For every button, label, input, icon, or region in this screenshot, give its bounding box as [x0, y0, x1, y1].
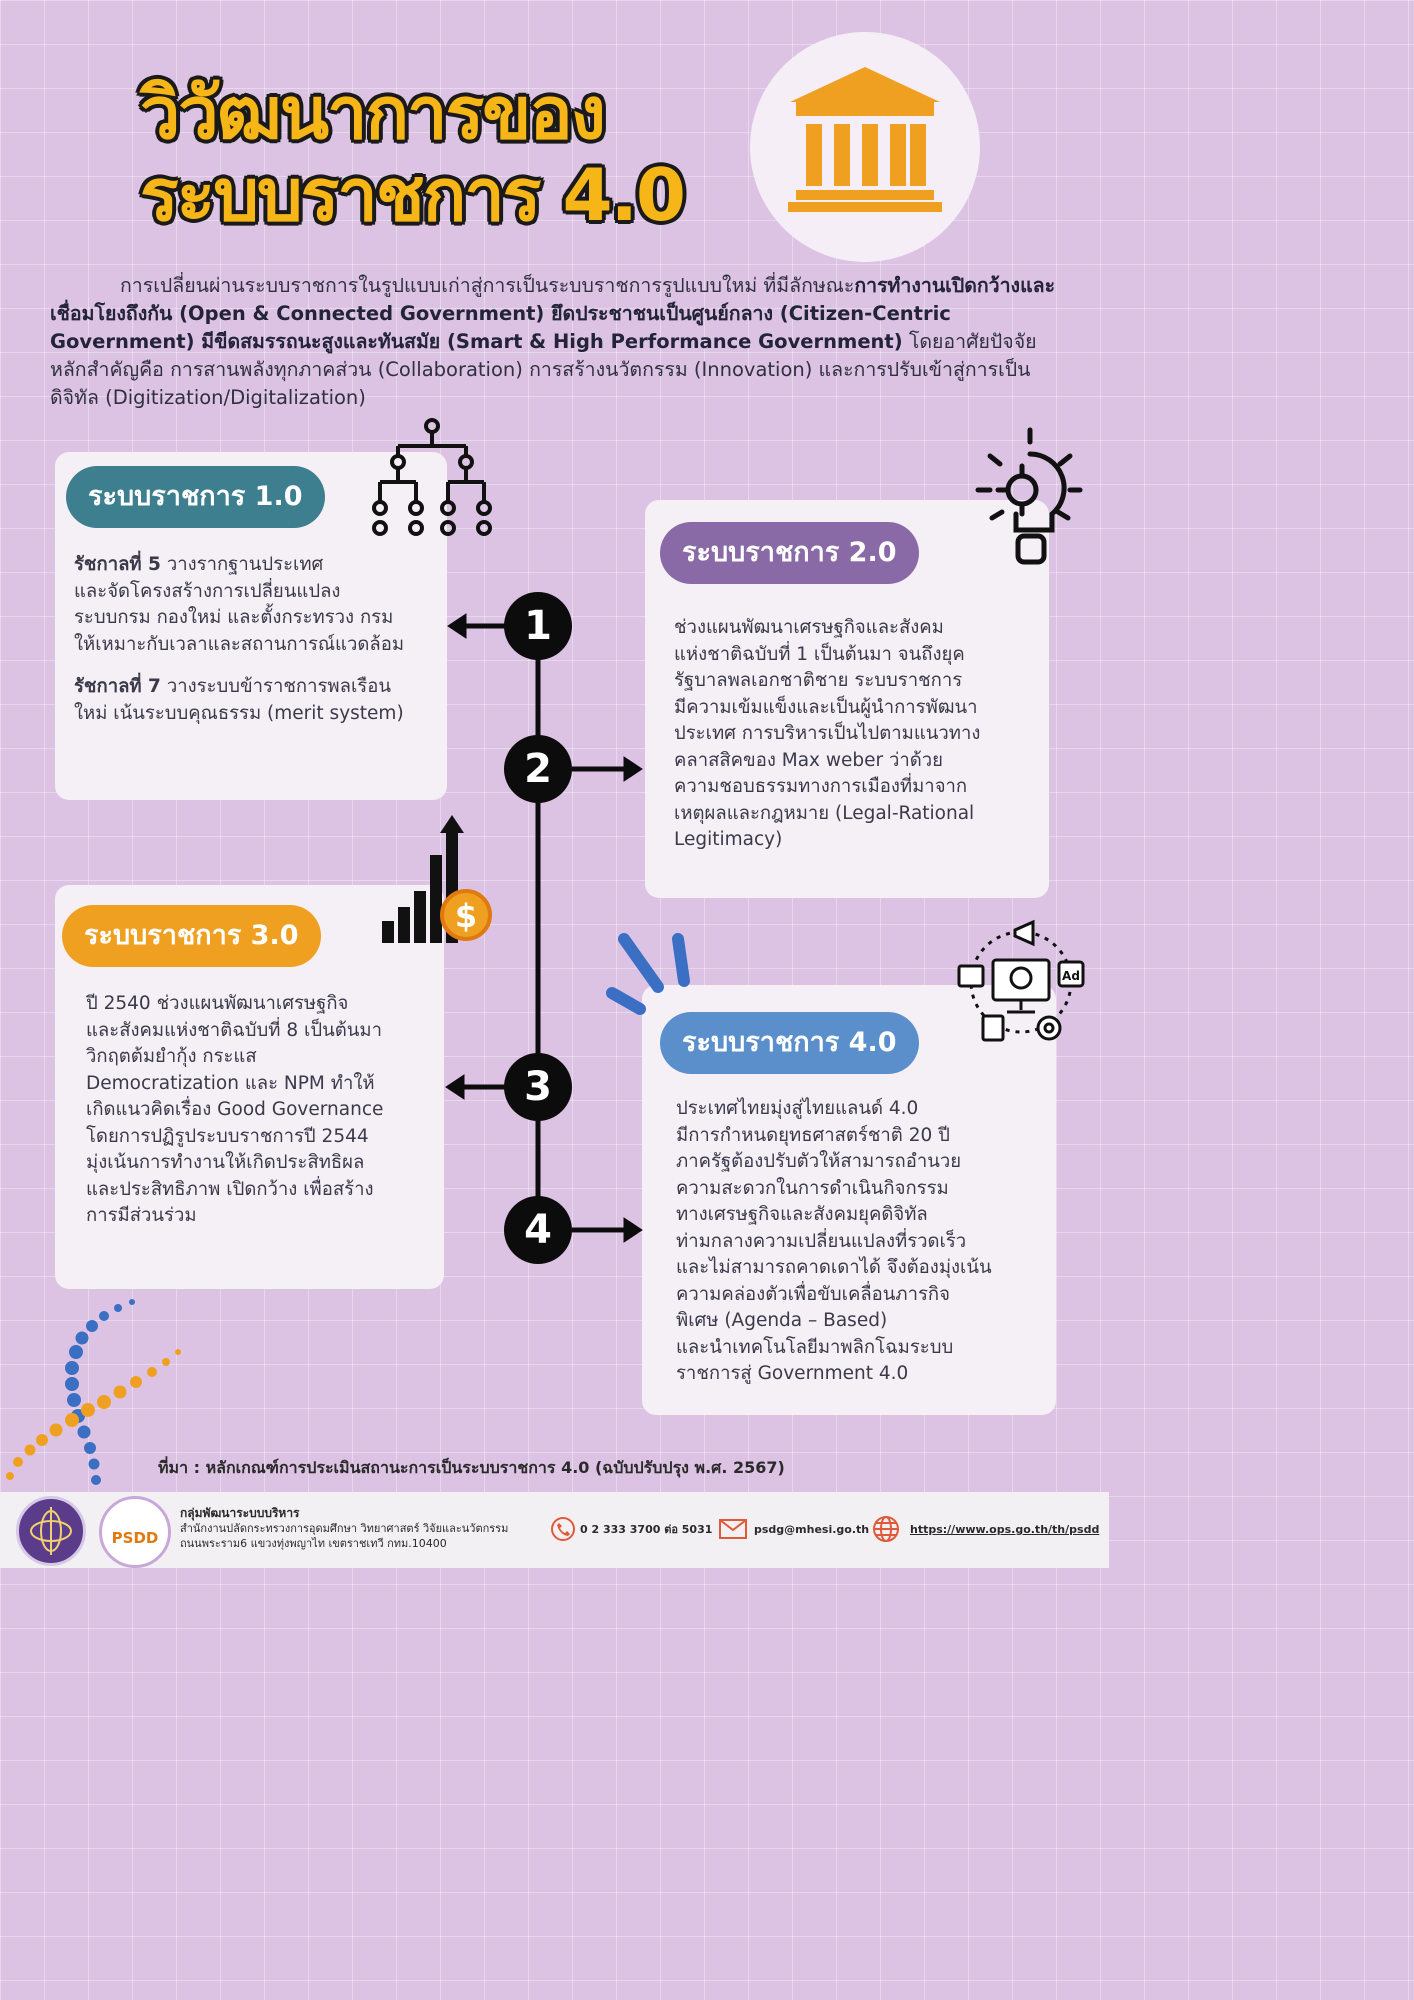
footer-email[interactable]: psdg@mhesi.go.th [754, 1523, 870, 1536]
card-3-text: ปี 2540 ช่วงแผนพัฒนาเศรษฐกิจ และสังคมแห่งชาติฉบับที่ 8 เป็นต้นมา วิกฤตต้มยำกุ้ง กระแส Democratization และ NPM ทำให้ เกิดแนวคิดเรื่อง Good Governance โดยการปฏิรูประบบราชการปี 2544 มุ่งเน้นการทำงานให้เกิดประสิทธิผล และประสิทธิภาพ เปิดกว้าง เพื่อสร้าง การมีส่วนร่วม [86, 993, 384, 1226]
card-1-bold-2: รัชกาลที่ 7 [74, 676, 161, 697]
svg-text:Ad: Ad [1062, 969, 1080, 983]
footer-org-sub: สำนักงานปลัดกระทรวงการอุดมศึกษา วิทยาศาสตร์ วิจัยและนวัตกรรม [180, 1522, 509, 1535]
step-number-3: 3 [504, 1053, 572, 1121]
card-1-text-2: วางระบบข้าราชการพลเรือน ใหม่ เน้นระบบคุณธรรม (merit system) [74, 676, 404, 724]
digital-marketing-icon [955, 918, 1087, 1046]
arrow-1 [448, 614, 505, 638]
title-line-1: วิวัฒนาการของ [140, 71, 604, 155]
svg-text:$: $ [454, 897, 478, 935]
org-chart-icon [368, 416, 498, 540]
card-1-text-1: วางรากฐานประเทศ และจัดโครงสร้างการเปลี่ยนแปลง ระบบกรม กองใหม่ และตั้งกระทรวง กรม ให้เหมาะกับเวลาและสถานการณ์แวดล้อม [74, 554, 405, 655]
growth-chart-coin-icon [380, 815, 495, 945]
title-line-2: ระบบราชการ 4.0 [140, 153, 685, 237]
footer-org-name: กลุ่มพัฒนาระบบบริหาร [180, 1506, 300, 1520]
card-1-bold-1: รัชกาลที่ 5 [74, 554, 161, 575]
phone-icon [550, 1516, 576, 1542]
footer-address: ถนนพระราม6 แขวงทุ่งพญาไท เขตราชเทวี กทม.10400 [180, 1537, 447, 1550]
intro-text-2: โดยอาศัยปัจจัยหลักสำคัญคือ การสานพลังทุกภาคส่วน (Collaboration) การสร้างนวัตกรรม (Innovation) และการปรับเข้าสู่การเป็นดิจิทัล (Digitization/Digitalization) [50, 330, 1037, 409]
intro-bold: การทำงานเปิดกว้างและเชื่อมโยงถึงกัน (Open & Connected Government) ยึดประชาชนเป็นศูนย์กลาง (Citizen-Centric Government) มีขีดสมรรถนะสูงและทันสมัย (Smart & High Performance Government) [50, 274, 1056, 353]
mail-icon [718, 1518, 748, 1540]
arrow-3 [446, 1075, 505, 1099]
decorative-burst-icon [600, 925, 700, 1025]
lightbulb-gear-icon [972, 426, 1084, 572]
step-number-1: 1 [504, 592, 572, 660]
ministry-emblem-icon [19, 1499, 83, 1563]
arrow-4 [572, 1218, 642, 1242]
psdd-logo [99, 1496, 171, 1568]
intro-text-1: การเปลี่ยนผ่านระบบราชการในรูปแบบเก่าสู่การเป็นระบบราชการรูปแบบใหม่ ที่มีลักษณะ [120, 274, 855, 297]
step-number-2: 2 [504, 735, 572, 803]
globe-icon [872, 1515, 900, 1543]
pill-gov-4: ระบบราชการ 4.0 [660, 1012, 919, 1074]
psdd-logo-text: PSDD [111, 1529, 159, 1547]
pill-gov-2: ระบบราชการ 2.0 [660, 522, 919, 584]
footer-org [180, 1506, 550, 1551]
pill-gov-3: ระบบราชการ 3.0 [62, 905, 321, 967]
arrow-2 [572, 757, 642, 781]
card-4-text: ประเทศไทยมุ่งสู่ไทยแลนด์ 4.0 มีการกำหนดยุทธศาสตร์ชาติ 20 ปี ภาครัฐต้องปรับตัวให้สามารถอำนวย ความสะดวกในการดำเนินกิจกรรม ทางเศรษฐกิจและสังคมยุคดิจิทัล ท่ามกลางความเปลี่ยนแปลงที่รวดเร็ว และไม่สามารถคาดเดาได้ จึงต้องมุ่งเน้น ความคล่องตัวเพื่อขับเคลื่อนภารกิจ พิเศษ (Agenda – Based) และนำเทคโนโลยีมาพลิกโฉมระบบ ราชการสู่ Government 4.0 [676, 1098, 992, 1384]
footer-phone[interactable]: 0 2 333 3700 ต่อ 5031 [580, 1523, 713, 1536]
footer-website[interactable]: https://www.ops.go.th/th/psdd [910, 1523, 1100, 1536]
pill-gov-1: ระบบราชการ 1.0 [66, 466, 325, 528]
card-2-text: ช่วงแผนพัฒนาเศรษฐกิจและสังคม แห่งชาติฉบับที่ 1 เป็นต้นมา จนถึงยุค รัฐบาลพลเอกชาติชาย ระบบราชการ มีความเข้มแข็งและเป็นผู้นำการพัฒนา ประเทศ การบริหารเป็นไปตามแนวทาง คลาสสิคของ Max weber ว่าด้วย ความชอบธรรมทางการเมืองที่มาจาก เหตุผลและกฎหมาย (Legal-Rational Legitimacy) [674, 617, 981, 850]
step-number-4: 4 [504, 1196, 572, 1264]
source-citation: ที่มา : หลักเกณฑ์การประเมินสถานะการเป็นระบบราชการ 4.0 (ฉบับปรับปรุง พ.ศ. 2567) [158, 1458, 785, 1477]
ministry-logo [16, 1496, 86, 1566]
